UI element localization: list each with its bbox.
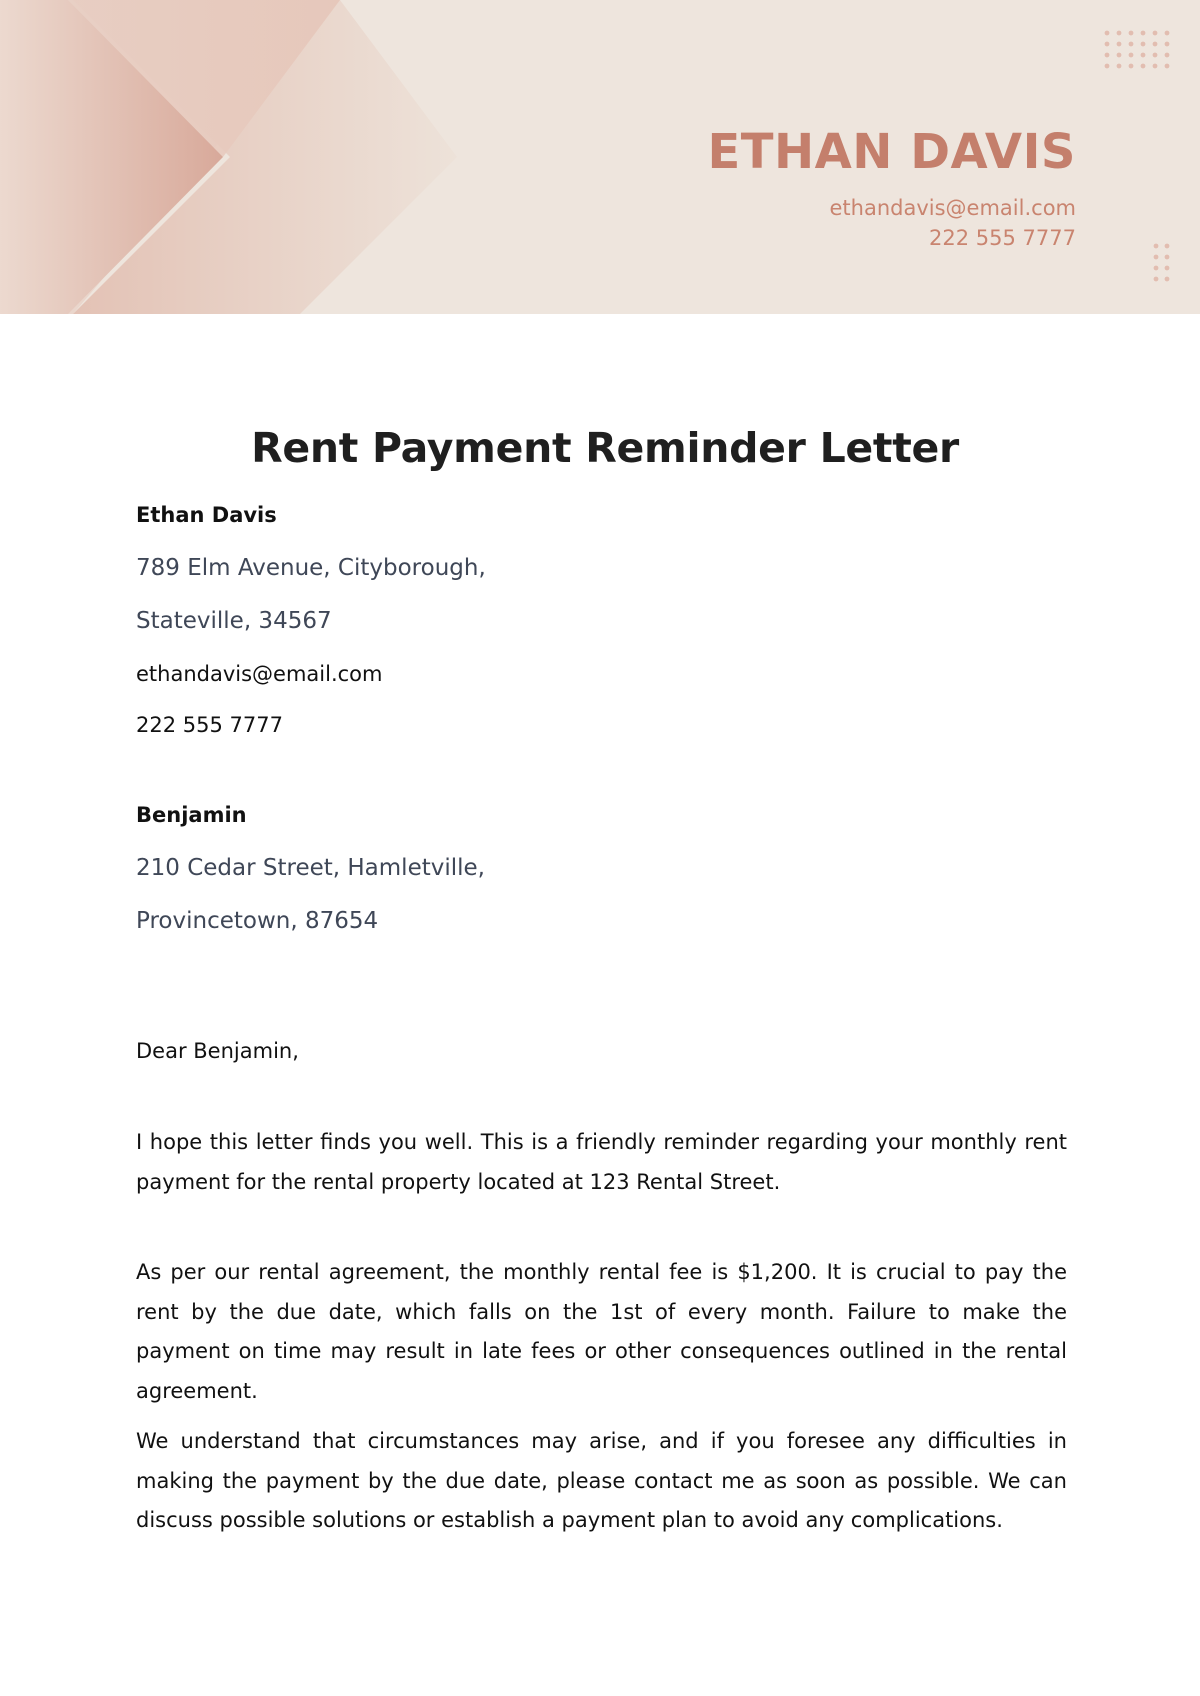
sender-address-line2: Stateville, 34567 xyxy=(136,608,332,634)
header-banner xyxy=(0,0,1200,314)
dot-grid-bottom xyxy=(1152,243,1174,283)
recipient-address-line1: 210 Cedar Street, Hamletville, xyxy=(136,855,485,881)
recipient-name: Benjamin xyxy=(136,803,247,827)
sender-email: ethandavis@email.com xyxy=(136,662,383,686)
body-paragraph-1: I hope this letter finds you well. This is a friendly reminder regarding your monthly rent payment for the rental property located at 123 Rental Street. xyxy=(136,1130,1067,1194)
sender-phone: 222 555 7777 xyxy=(136,713,283,737)
header-name: ETHAN DAVIS xyxy=(707,124,1076,180)
body-paragraph-2: As per our rental agreement, the monthly rental fee is $1,200. It is crucial to pay the rent by the due date, which falls on the 1st of every month. Failure to make the payment on time may result in late fees or other consequences outlined in the rental agreement. xyxy=(136,1260,1067,1403)
recipient-address-line2: Provincetown, 87654 xyxy=(136,908,379,934)
sender-address-line1: 789 Elm Avenue, Cityborough, xyxy=(136,555,486,581)
salutation: Dear Benjamin, xyxy=(136,1039,299,1063)
header-email: ethandavis@email.com xyxy=(829,196,1076,220)
dot-grid-top xyxy=(1104,30,1174,72)
header-phone: 222 555 7777 xyxy=(929,226,1076,250)
body-paragraph-3: We understand that circumstances may arise, and if you foresee any difficulties in making the payment by the due date, please contact me as soon as possible. We can discuss possible solutions or establish a payment plan to avoid any complications. xyxy=(136,1429,1067,1532)
document-title: Rent Payment Reminder Letter xyxy=(251,424,959,472)
sender-name: Ethan Davis xyxy=(136,503,277,527)
